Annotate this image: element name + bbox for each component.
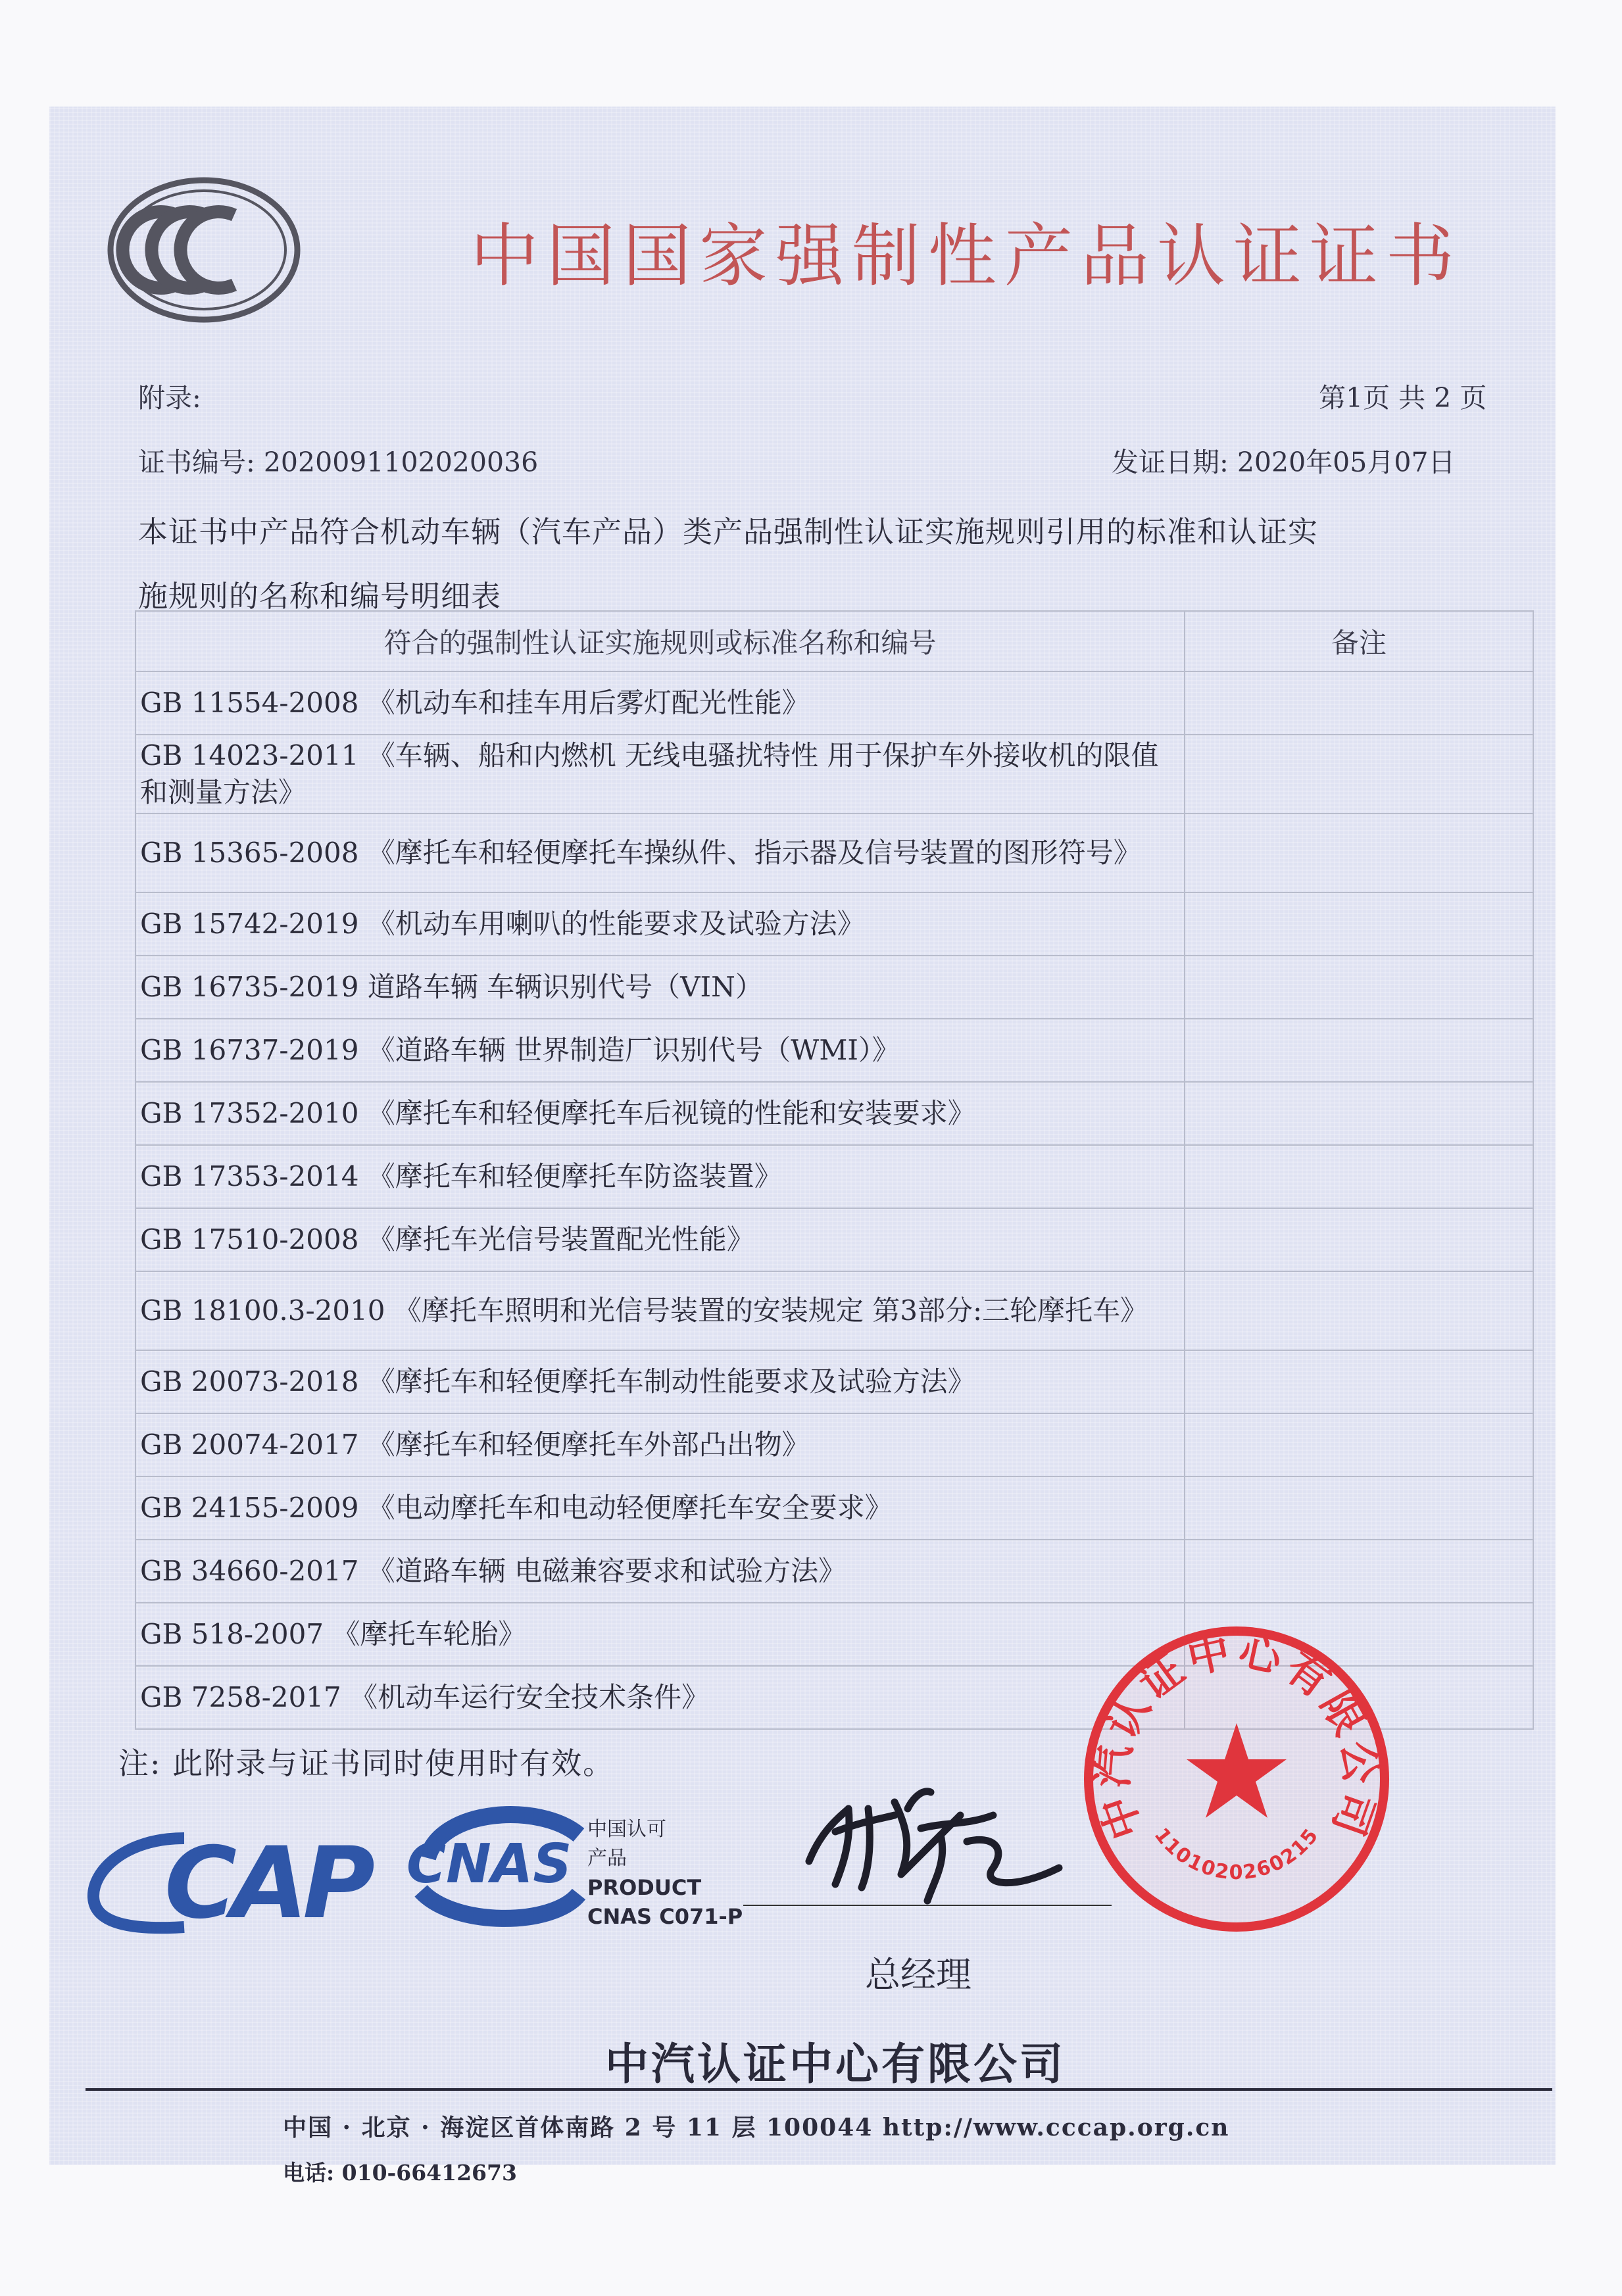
note-cell [1185, 956, 1533, 1019]
table-row [135, 956, 1533, 1019]
note-cell [1185, 1145, 1533, 1208]
intro-line-1: 本证书中产品符合机动车辆（汽车产品）类产品强制性认证实施规则引用的标准和认证实 [138, 514, 1319, 549]
handwritten-signature [796, 1769, 1079, 1920]
standard-cell: GB 16737-2019 《道路车辆 世界制造厂识别代号（WMI）》 [135, 1019, 1185, 1082]
note-cell [1185, 1477, 1533, 1540]
svg-text:CAP: CAP [164, 1826, 370, 1940]
note-cell [1185, 672, 1533, 735]
intro-paragraph [138, 500, 1506, 629]
certificate-number: 证书编号: 2020091102020036 [138, 447, 539, 478]
note-cell [1185, 1350, 1533, 1413]
note-cell [1185, 814, 1533, 892]
cnas-line-2: 产品 [587, 1847, 627, 1870]
note-cell [1185, 1271, 1533, 1350]
seal-text: 中汽认证中心有限公司 [1088, 1626, 1385, 1845]
note-cell [1185, 1413, 1533, 1477]
table-row [135, 1477, 1533, 1540]
cnas-line-4: CNAS C071-P [587, 1904, 743, 1929]
note-cell [1185, 892, 1533, 956]
issue-date: 发证日期: 2020年05月07日 [1112, 447, 1456, 478]
certificate-title: 中国国家强制性产品认证证书 [470, 216, 1463, 296]
standard-cell: GB 17353-2014 《摩托车和轻便摩托车防盗装置》 [135, 1145, 1185, 1208]
cnas-logo-icon [401, 1795, 599, 1937]
footer-divider [86, 2088, 1552, 2091]
cnas-accreditation-text [587, 1815, 743, 1931]
appendix-label: 附录: [138, 382, 201, 414]
note-cell [1185, 1208, 1533, 1271]
table-row [135, 1350, 1533, 1413]
standards-table [135, 610, 1534, 1730]
standard-cell: GB 18100.3-2010 《摩托车照明和光信号装置的安装规定 第3部分:三轮摩托车》 [135, 1271, 1185, 1350]
table-row [135, 1540, 1533, 1603]
cnas-logo-text: CNAS [406, 1833, 572, 1895]
ccc-logo-icon [105, 174, 303, 326]
standard-cell: GB 15365-2008 《摩托车和轻便摩托车操纵件、指示器及信号装置的图形符号》 [135, 814, 1185, 892]
standard-cell: GB 11554-2008 《机动车和挂车用后雾灯配光性能》 [135, 672, 1185, 735]
intro-line-2: 施规则的名称和编号明细表 [138, 579, 502, 614]
standard-cell: GB 17510-2008 《摩托车光信号装置配光性能》 [135, 1208, 1185, 1271]
table-row [135, 814, 1533, 892]
cnas-line-3: PRODUCT [587, 1875, 702, 1900]
standard-cell: GB 20073-2018 《摩托车和轻便摩托车制动性能要求及试验方法》 [135, 1350, 1185, 1413]
standard-cell: GB 518-2007 《摩托车轮胎》 [135, 1603, 1185, 1666]
table-row [135, 1145, 1533, 1208]
table-header-note: 备注 [1185, 611, 1533, 672]
table-row [135, 1082, 1533, 1145]
validity-note: 注: 此附录与证书同时使用时有效。 [118, 1746, 615, 1781]
note-cell [1185, 735, 1533, 814]
table-row [135, 735, 1533, 814]
table-row [135, 892, 1533, 956]
table-row [135, 672, 1533, 735]
table-row [135, 1208, 1533, 1271]
standard-cell: GB 16735-2019 道路车辆 车辆识别代号（VIN） [135, 956, 1185, 1019]
company-seal-stamp [1072, 1615, 1401, 1943]
standard-cell: GB 34660-2017 《道路车辆 电磁兼容要求和试验方法》 [135, 1540, 1185, 1603]
general-manager-title: 总经理 [865, 1954, 971, 1995]
note-cell [1185, 1540, 1533, 1603]
note-cell [1185, 1019, 1533, 1082]
table-header-standard: 符合的强制性认证实施规则或标准名称和编号 [135, 611, 1185, 672]
table-row [135, 1019, 1533, 1082]
standard-cell: GB 20074-2017 《摩托车和轻便摩托车外部凸出物》 [135, 1413, 1185, 1477]
standard-cell: GB 14023-2011 《车辆、船和内燃机 无线电骚扰特性 用于保护车外接收机的限值和测量方法》 [135, 735, 1185, 814]
company-address: 中国 · 北京 · 海淀区首体南路 2 号 11 层 100044 http://www.cccap.org.cn [283, 2114, 1230, 2141]
ccap-logo-icon [86, 1825, 395, 1940]
company-name: 中汽认证中心有限公司 [605, 2039, 1066, 2089]
cnas-line-1: 中国认可 [587, 1818, 666, 1841]
page-info: 第1页 共 2 页 [1319, 382, 1487, 414]
table-row [135, 1271, 1533, 1350]
standard-cell: GB 7258-2017 《机动车运行安全技术条件》 [135, 1666, 1185, 1729]
company-phone: 电话: 010-66412673 [283, 2160, 517, 2186]
table-row [135, 1413, 1533, 1477]
seal-number: 1101020260215 [1149, 1823, 1324, 1885]
note-cell [1185, 1082, 1533, 1145]
standard-cell: GB 24155-2009 《电动摩托车和电动轻便摩托车安全要求》 [135, 1477, 1185, 1540]
standard-cell: GB 15742-2019 《机动车用喇叭的性能要求及试验方法》 [135, 892, 1185, 956]
standard-cell: GB 17352-2010 《摩托车和轻便摩托车后视镜的性能和安装要求》 [135, 1082, 1185, 1145]
